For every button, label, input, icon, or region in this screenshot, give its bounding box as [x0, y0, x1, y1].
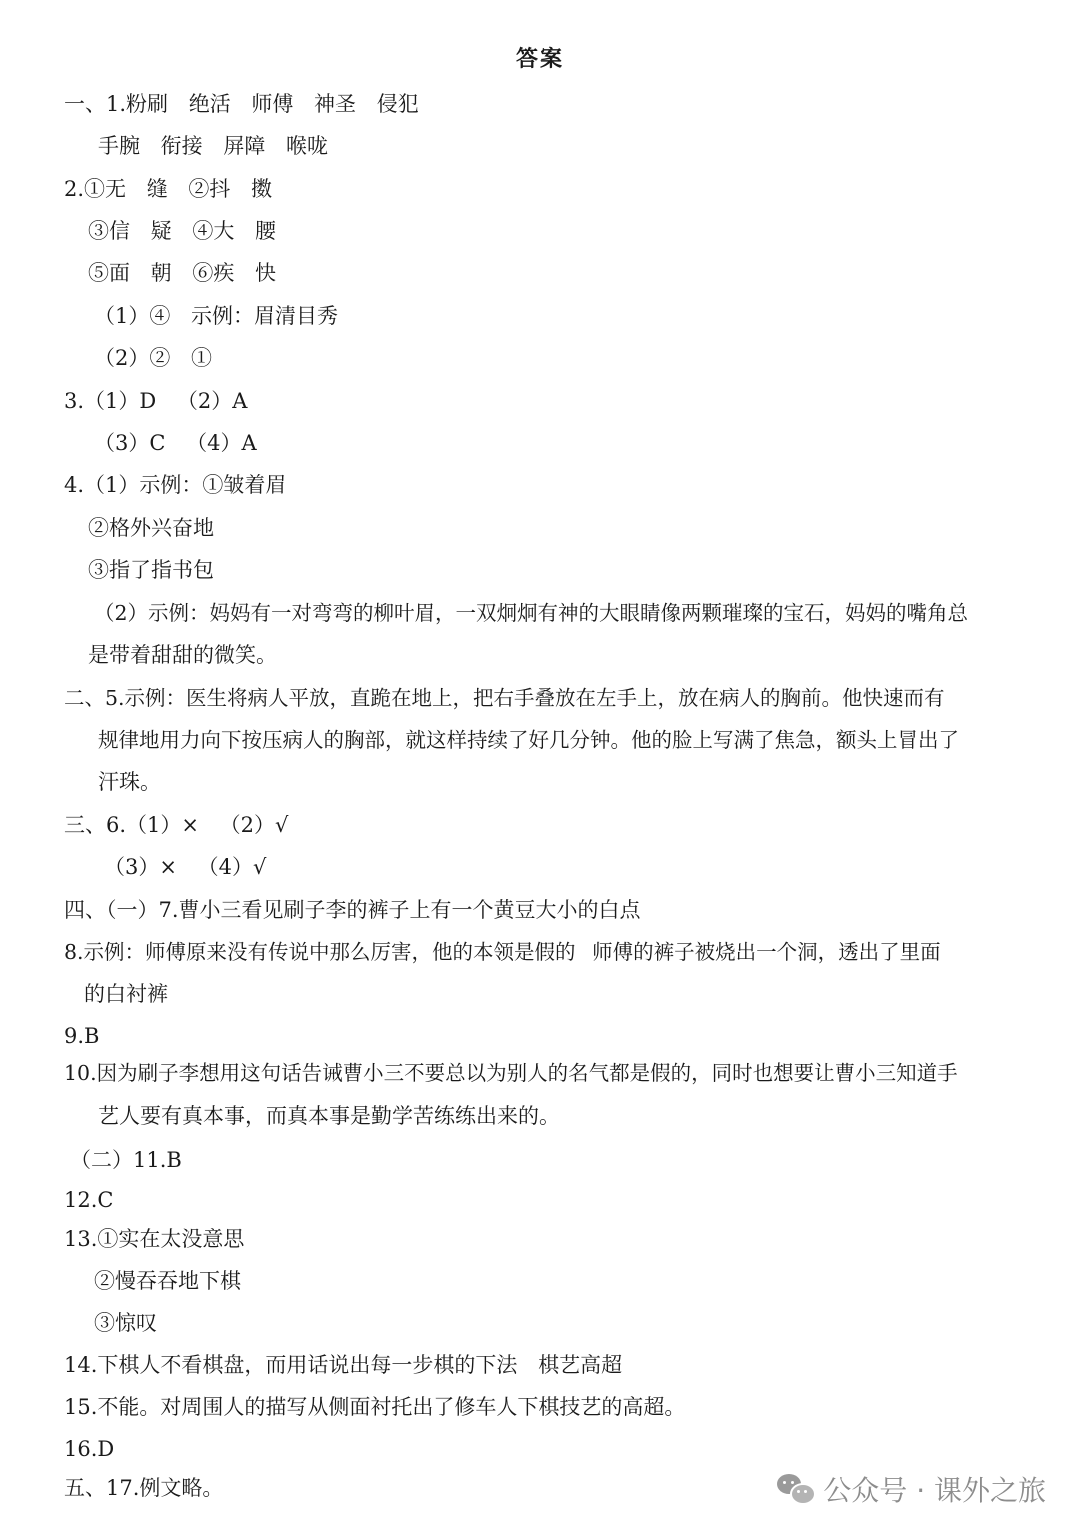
page-title: 答案 [515, 46, 564, 72]
answer-line: 16.D [64, 1437, 115, 1461]
answer-line: ③信 疑 ④大 腰 [88, 219, 277, 243]
watermark [777, 1469, 1046, 1509]
answer-line: 汗珠。 [98, 770, 161, 794]
answer-line: （1）④ 示例：眉清目秀 [94, 304, 339, 328]
answer-line: 12.C [64, 1188, 114, 1212]
answer-line: 五、17.例文略。 [64, 1476, 224, 1500]
answer-line: 规律地用力向下按压病人的胸部，就这样持续了好几分钟。他的脸上写满了焦急，额头上冒出了 [98, 728, 959, 752]
answer-line: 14.下棋人不看棋盘，而用话说出每一步棋的下法 棋艺高超 [64, 1353, 623, 1377]
answer-line: 三、6.（1）× （2）√ [64, 813, 289, 837]
answer-line: （3）× （4）√ [104, 855, 267, 879]
answer-line: 是带着甜甜的微笑。 [88, 643, 277, 667]
answer-line: 13.①实在太没意思 [64, 1227, 245, 1251]
answer-line: 的白衬裤 [84, 982, 168, 1006]
answer-line: 8.示例：师傅原来没有传说中那么厉害，他的本领是假的 师傅的裤子被烧出一个洞，透出了里面 [64, 940, 941, 964]
answer-line: ②格外兴奋地 [88, 516, 214, 540]
answer-line: 15.不能。对周围人的描写从侧面衬托出了修车人下棋技艺的高超。 [64, 1395, 686, 1419]
answer-line: ③指了指书包 [88, 558, 214, 582]
answer-line: 手腕 衔接 屏障 喉咙 [98, 134, 329, 158]
answer-line: 四、（一）7.曹小三看见刷子李的裤子上有一个黄豆大小的白点 [64, 898, 641, 922]
answer-line: 10.因为刷子李想用这句话告诫曹小三不要总以为别人的名气都是假的，同时也想要让曹小三知道手 [64, 1061, 958, 1085]
answer-line: ③惊叹 [94, 1311, 157, 1335]
answer-line: 2.①无 缝 ②抖 擞 [64, 177, 273, 201]
answer-line: 艺人要有真本事，而真本事是勤学苦练练出来的。 [98, 1104, 560, 1128]
wechat-icon [777, 1474, 813, 1504]
answer-line: ⑤面 朝 ⑥疾 快 [88, 261, 277, 285]
answer-line: 9.B [64, 1024, 100, 1048]
answer-line: 二、5.示例：医生将病人平放，直跪在地上，把右手叠放在左手上，放在病人的胸前。他快速而有 [64, 686, 945, 710]
answer-line: ②慢吞吞地下棋 [94, 1269, 241, 1293]
answer-line: （2）② ① [94, 346, 213, 370]
answer-line: （3）C （4）A [94, 431, 257, 455]
answer-line: 一、1.粉刷 绝活 师傅 神圣 侵犯 [64, 92, 419, 116]
answer-line: 4.（1）示例：①皱着眉 [64, 473, 287, 497]
answer-line: 3.（1）D （2）A [64, 389, 248, 413]
watermark-text: 公众号 · 课外之旅 [823, 1474, 1046, 1507]
answer-line: （二）11.B [70, 1148, 182, 1172]
answer-line: （2）示例：妈妈有一对弯弯的柳叶眉，一双炯炯有神的大眼睛像两颗璀璨的宝石，妈妈的嘴角总 [94, 601, 969, 625]
